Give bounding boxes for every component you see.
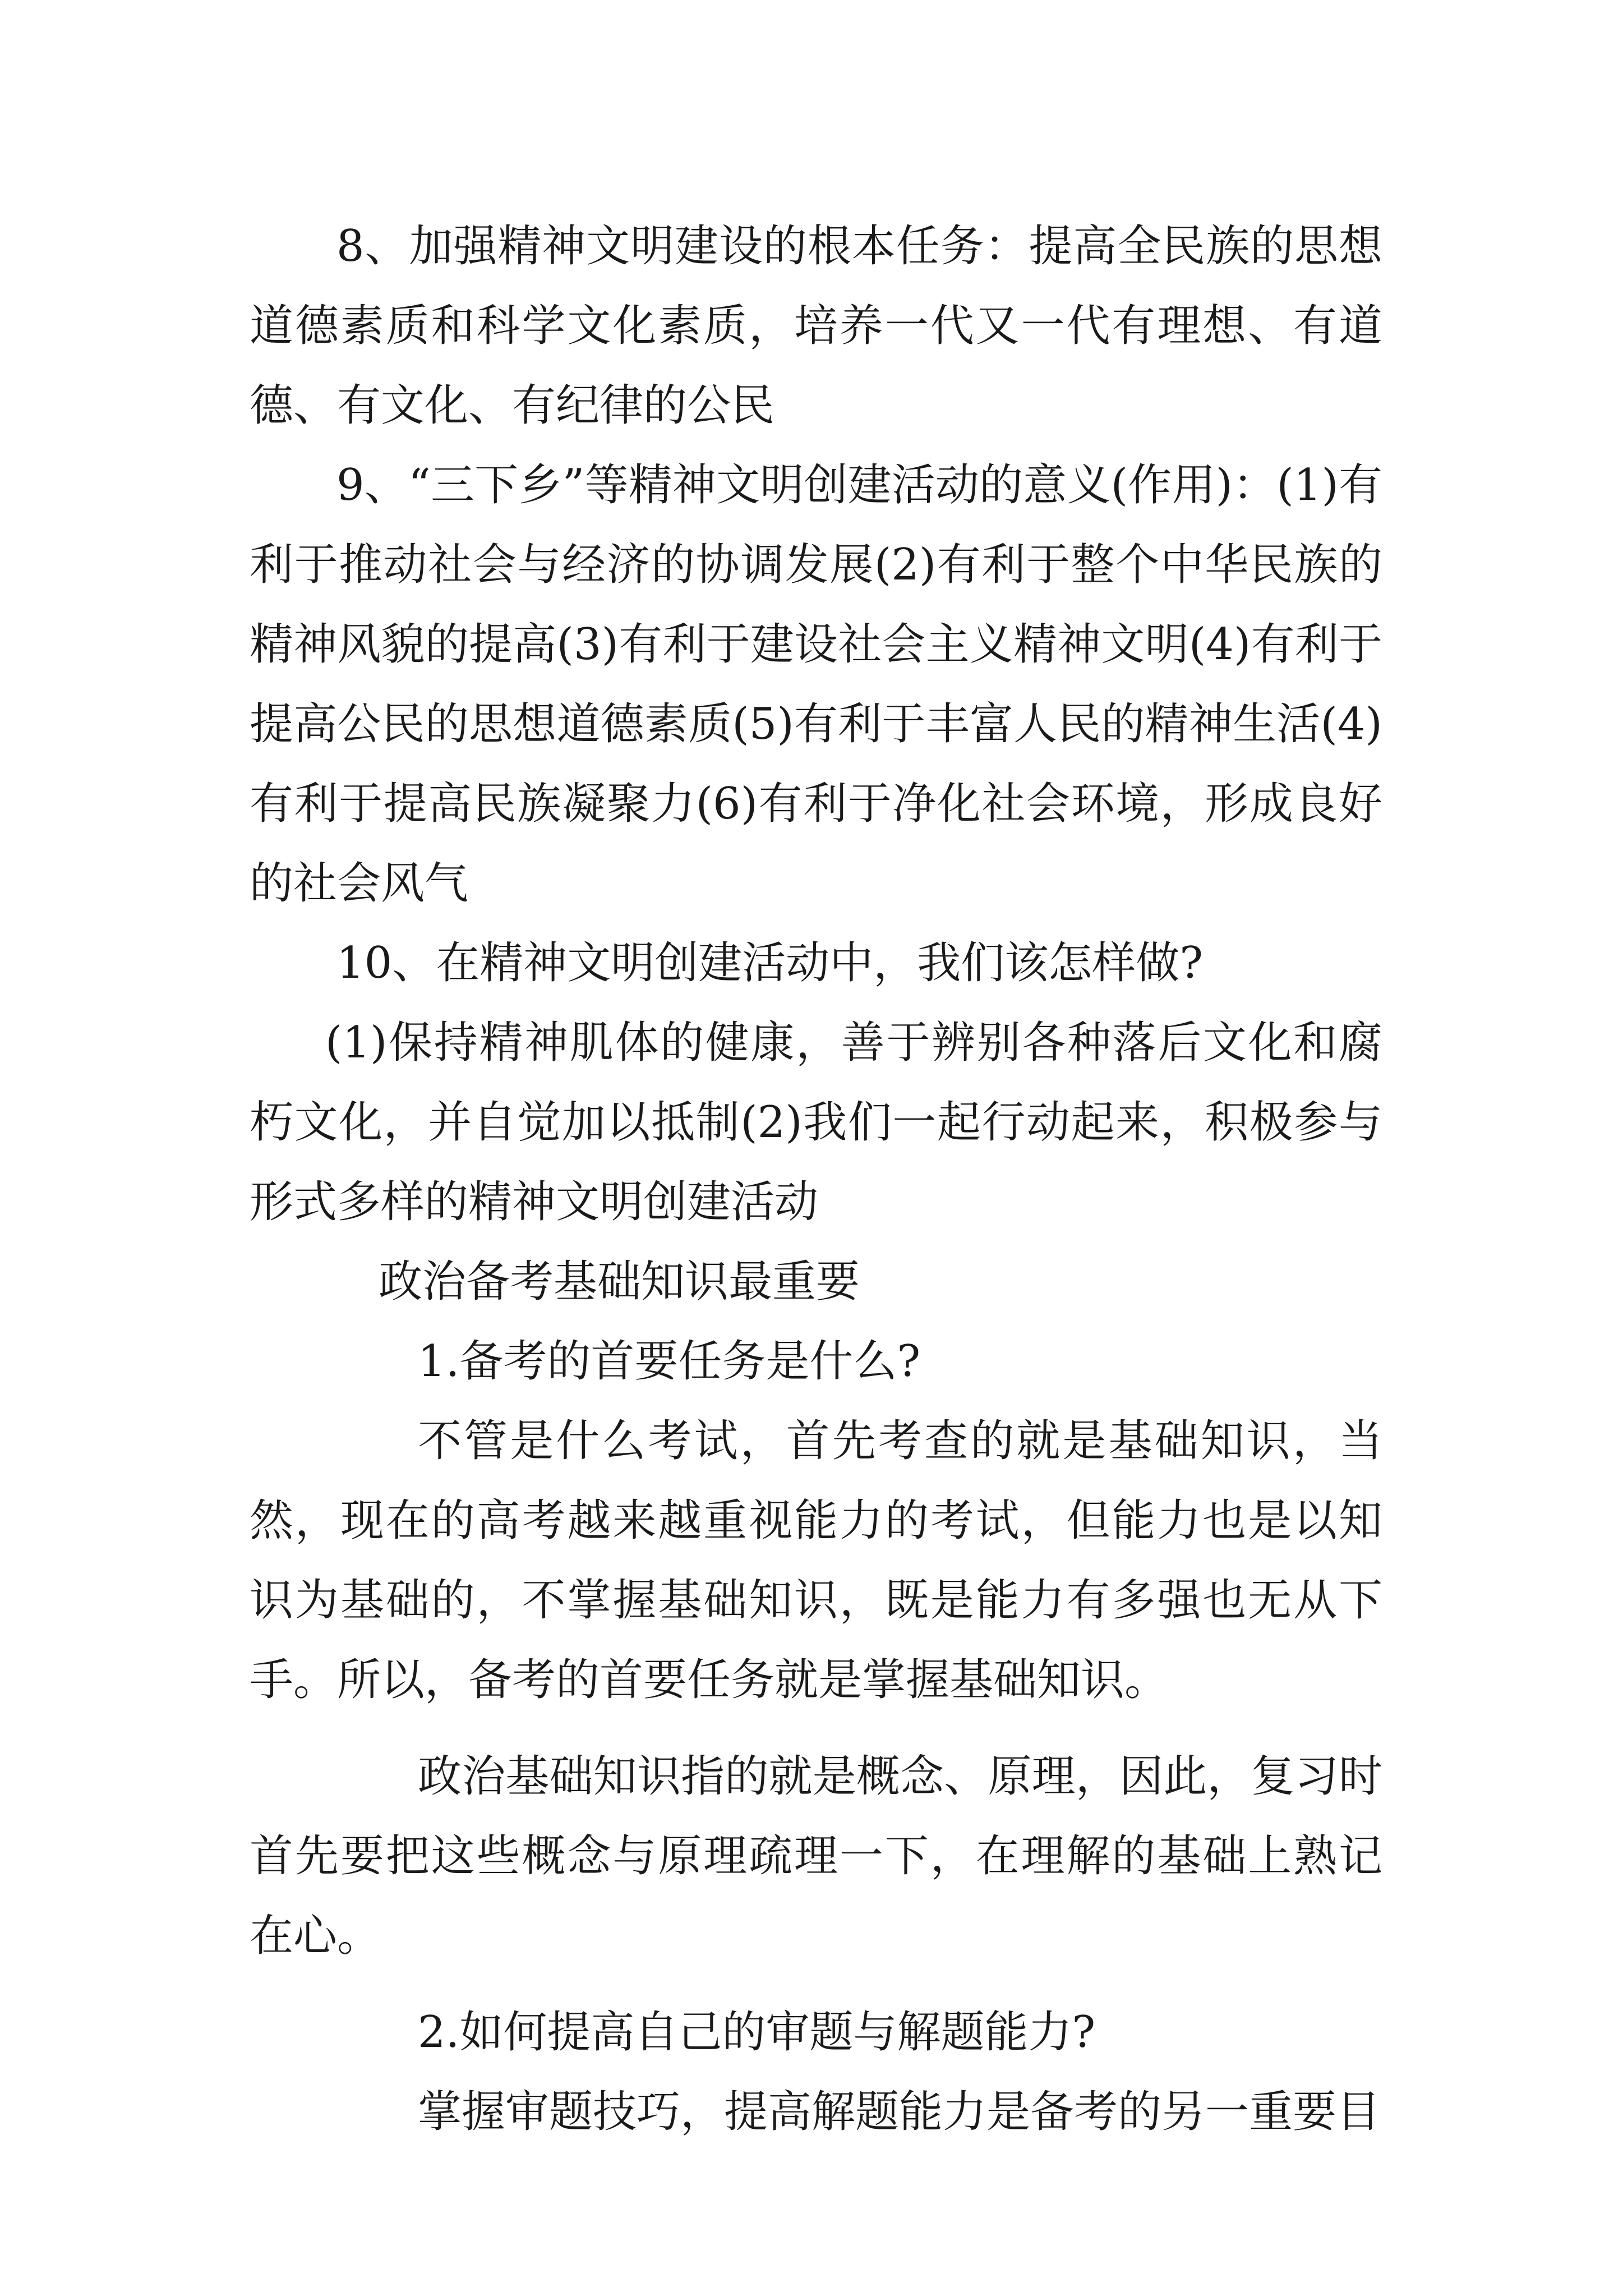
document-body: [250, 206, 1382, 2152]
paragraph-answer-2: 掌握审题技巧，提高解题能力是备考的另一重要目: [418, 2087, 1381, 2137]
paragraph-item-9: 9、“三下乡”等精神文明创建活动的意义(作用)：(1)有利于推动社会与经济的协调发展(2)有利于整个中华民族的精神风貌的提高(3)有利于建设社会主义精神文明(4)有利于提高公民的思想道德素质(5)有利于丰富人民的精神生活(4)有利于提高民族凝聚力(6)有利于净化社会环境，形成良好的社会风气: [250, 460, 1382, 909]
section-heading: 政治备考基础知识最重要: [379, 1257, 860, 1307]
paragraph-answer-10: (1)保持精神肌体的健康，善于辨别各种落后文化和腐朽文化，并自觉加以抵制(2)我们一起行动起来，积极参与形式多样的精神文明创建活动: [250, 1018, 1382, 1227]
paragraph-question-10: 10、在精神文明创建活动中，我们该怎样做?: [336, 938, 1204, 988]
question-1-heading: 1.备考的首要任务是什么?: [418, 1336, 921, 1387]
paragraph-answer-1: 不管是什么考试，首先考查的就是基础知识，当然，现在的高考越来越重视能力的考试，但能力也是以知识为基础的，不掌握基础知识，既是能力有多强也无从下手。所以，备考的首要任务就是掌握基础知识。: [250, 1416, 1382, 1705]
question-2-heading: 2.如何提高自己的审题与解题能力?: [418, 2007, 1096, 2058]
paragraph-task-8: 8、加强精神文明建设的根本任务：提高全民族的思想道德素质和科学文化素质，培养一代又一代有理想、有道德、有文化、有纪律的公民: [250, 221, 1382, 431]
paragraph-basics: 政治基础知识指的就是概念、原理，因此，复习时首先要把这些概念与原理疏理一下，在理解的基础上熟记在心。: [250, 1751, 1382, 1961]
